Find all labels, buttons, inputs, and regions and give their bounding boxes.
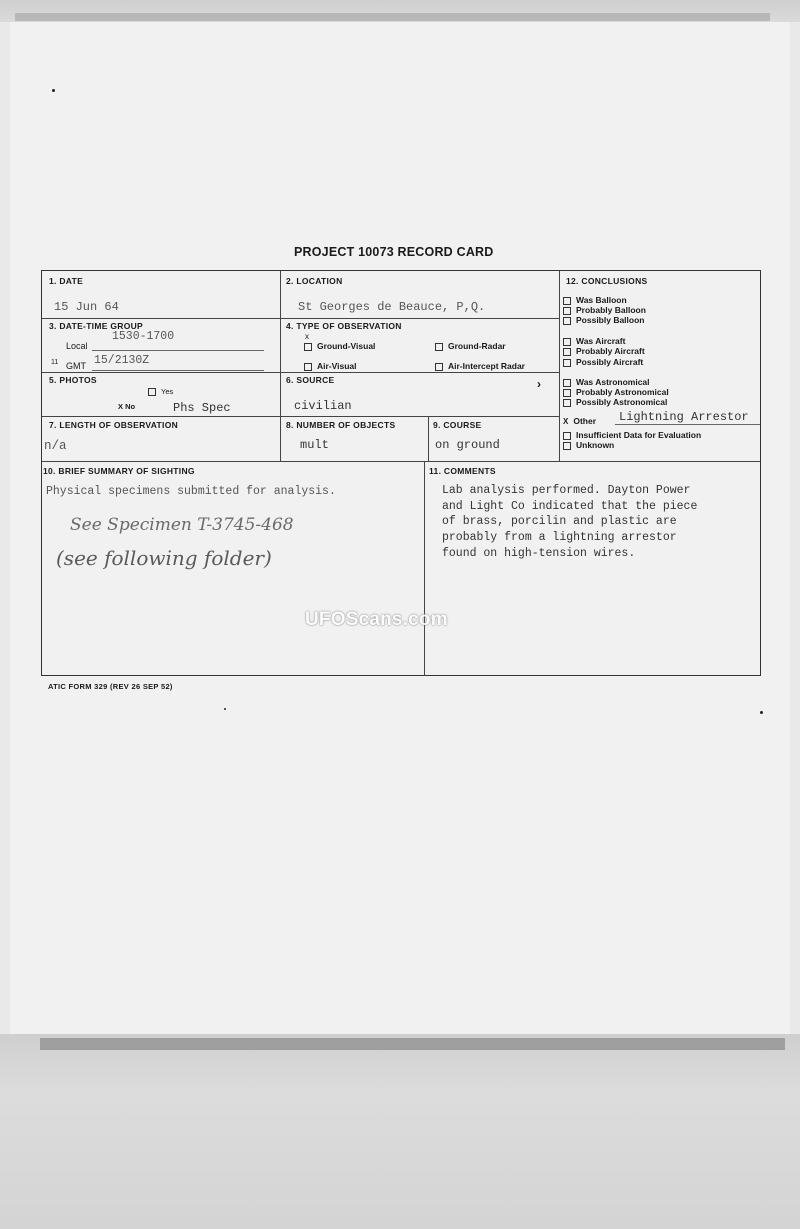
summary-label: 10. BRIEF SUMMARY OF SIGHTING <box>43 466 195 476</box>
checkbox-icon <box>563 359 571 367</box>
checkbox-icon <box>435 343 443 351</box>
conclusion-item: Possibly Balloon <box>563 315 645 326</box>
checkbox-icon <box>563 432 571 440</box>
checkbox-icon <box>304 343 312 351</box>
speck <box>52 89 55 92</box>
checkbox-icon <box>563 297 571 305</box>
conclusion-other-value: Lightning Arrestor <box>619 410 749 424</box>
conclusion-item: Probably Balloon <box>563 305 646 316</box>
checkbox-icon <box>148 388 156 396</box>
checkbox-icon <box>304 363 312 371</box>
date-value: 15 Jun 64 <box>54 300 119 314</box>
handwritten-specimen-note: See Specimen T-3745-468 <box>70 515 294 535</box>
objects-value: mult <box>300 438 329 452</box>
conclusion-item: Was Astronomical <box>563 377 650 388</box>
conclusion-item: Possibly Aircraft <box>563 357 643 368</box>
speck <box>224 708 226 710</box>
course-label: 9. COURSE <box>433 420 482 430</box>
handwritten-folder-note: (see following folder) <box>56 546 272 570</box>
comments-text: Lab analysis performed. Dayton Power and Light Co indicated that the piece of brass, porcilin and plastic are probably from a lightning arrestor found on high-tension wires. <box>442 484 698 560</box>
conclusion-item: Insufficient Data for Evaluation <box>563 430 701 441</box>
checkbox-icon <box>435 363 443 371</box>
location-label: 2. LOCATION <box>286 276 343 286</box>
gmt-prefix: 11 <box>51 359 59 366</box>
conclusion-item: Was Balloon <box>563 295 627 306</box>
location-value: St Georges de Beauce, P,Q. <box>298 300 486 314</box>
gmt-label: GMT <box>66 361 86 371</box>
local-value: 1530-1700 <box>112 330 175 343</box>
conclusion-item: Probably Astronomical <box>563 387 669 398</box>
conclusion-other: X Other <box>563 416 597 426</box>
checkbox-icon <box>563 399 571 407</box>
watermark: UFOScans.com <box>305 609 448 630</box>
air-intercept-option: Air-Intercept Radar <box>435 361 525 371</box>
arrow-mark-icon: › <box>537 377 541 391</box>
source-label: 6. SOURCE <box>286 375 335 385</box>
photos-note: Phs Spec <box>173 401 231 415</box>
checkbox-icon <box>563 307 571 315</box>
x-mark-icon: X <box>563 417 569 426</box>
checkbox-icon <box>563 379 571 387</box>
gmt-value: 15/2130Z <box>94 354 150 367</box>
dtg-label: 3. DATE-TIME GROUP <box>49 321 144 331</box>
type-label: 4. TYPE OF OBSERVATION <box>286 321 402 331</box>
conclusion-item: Was Aircraft <box>563 336 625 347</box>
comments-label: 11. COMMENTS <box>429 466 496 476</box>
ground-radar-option: Ground-Radar <box>435 341 506 351</box>
photos-no-option: X No <box>118 402 136 411</box>
conclusions-label: 12. CONCLUSIONS <box>566 276 648 286</box>
conclusion-item: Possibly Astronomical <box>563 397 667 408</box>
ground-visual-check-mark: x <box>305 332 309 341</box>
conclusion-item: Unknown <box>563 440 614 451</box>
length-value: n/a <box>44 439 67 453</box>
checkbox-icon <box>563 317 571 325</box>
speck <box>760 711 763 714</box>
course-value: on ground <box>435 438 500 452</box>
checkbox-icon <box>563 442 571 450</box>
date-label: 1. DATE <box>49 276 84 286</box>
checkbox-icon <box>563 338 571 346</box>
checkbox-icon <box>563 389 571 397</box>
objects-label: 8. NUMBER OF OBJECTS <box>286 420 396 430</box>
summary-value: Physical specimens submitted for analysis. <box>46 485 336 498</box>
air-visual-option: Air-Visual <box>304 361 357 371</box>
photos-label: 5. PHOTOS <box>49 375 97 385</box>
checkbox-icon <box>563 348 571 356</box>
photos-yes-option: Yes <box>148 387 173 396</box>
top-film-band <box>0 0 800 22</box>
length-label: 7. LENGTH OF OBSERVATION <box>49 420 179 430</box>
local-label: Local <box>66 341 88 351</box>
ground-visual-option: Ground-Visual <box>304 341 375 351</box>
card-title: PROJECT 10073 RECORD CARD <box>294 245 494 259</box>
x-mark-icon: X <box>118 402 124 411</box>
conclusion-item: Probably Aircraft <box>563 346 645 357</box>
source-value: civilian <box>294 399 352 413</box>
lower-film-band <box>0 1034 800 1229</box>
form-number: ATIC FORM 329 (REV 26 SEP 52) <box>48 682 173 691</box>
